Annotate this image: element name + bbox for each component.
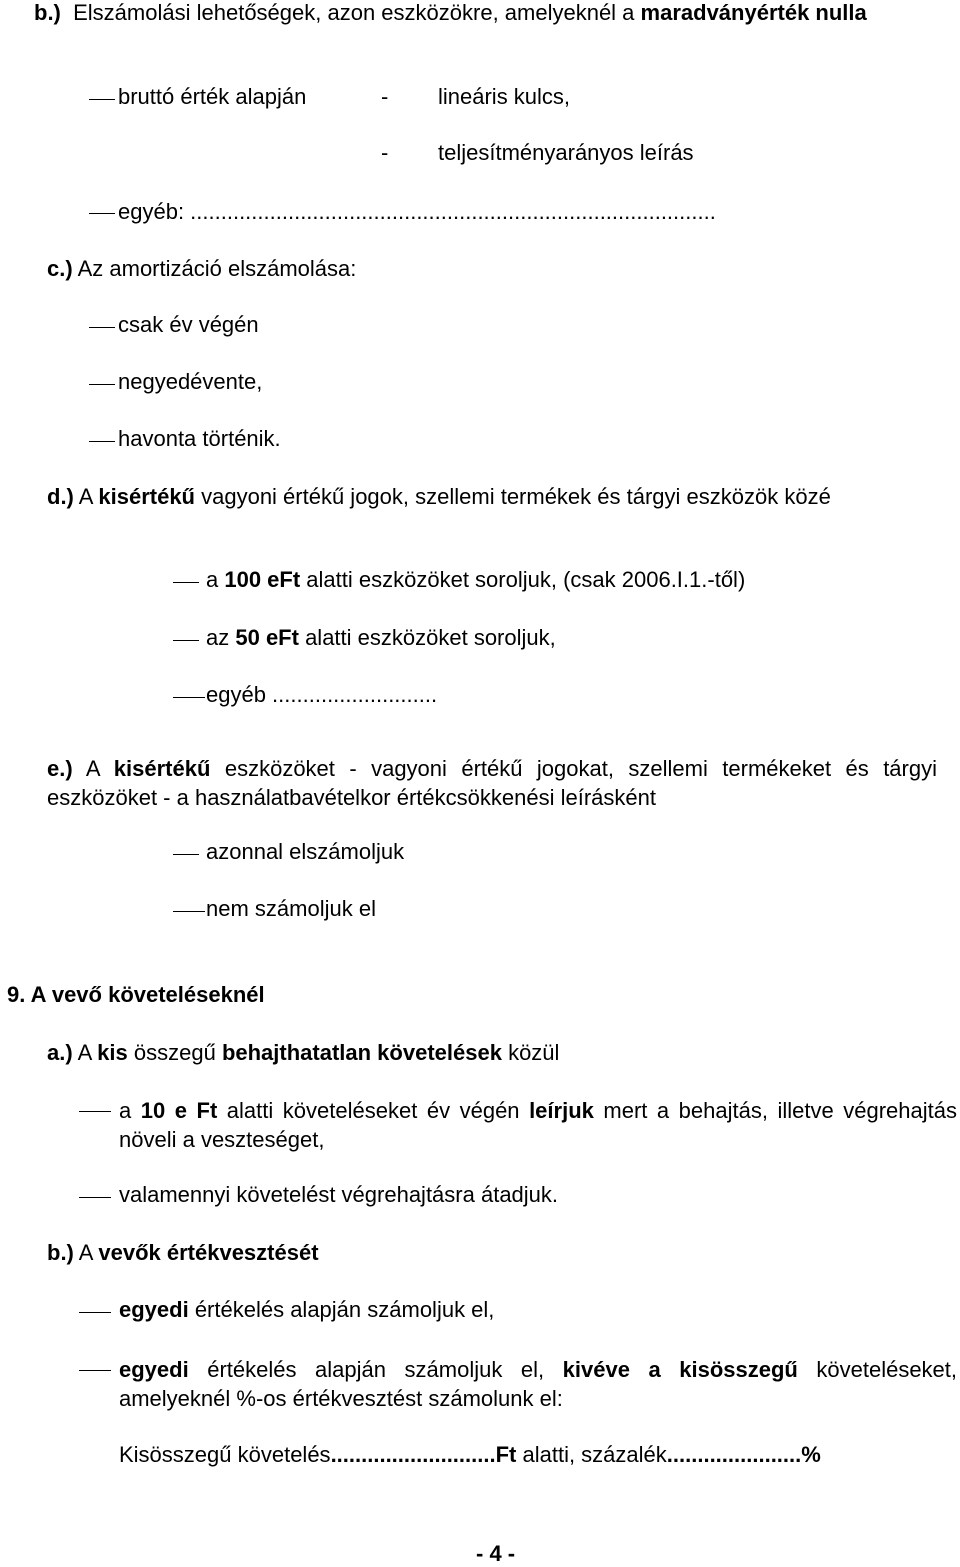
option-monthly: havonta történik. bbox=[118, 426, 281, 451]
section-e-label: e.) bbox=[47, 756, 73, 781]
dash-marker bbox=[79, 1312, 111, 1313]
dash-marker bbox=[173, 640, 199, 641]
separator: - bbox=[381, 84, 389, 109]
page-number: - 4 - bbox=[476, 1541, 516, 1566]
option-not-accounted: nem számoljuk el bbox=[206, 896, 376, 921]
section-9b-title: b.) A vevők értékvesztését bbox=[47, 1240, 319, 1265]
section-d-label: d.) bbox=[47, 484, 74, 509]
option-10eft-writeoff: a 10 e Ft alatti követeléseket év végén leírjuk mert a behajtás, illetve végrehajtás növeli a veszteséget, bbox=[119, 1098, 957, 1152]
option-other: egyéb: ...................................................................................... bbox=[118, 199, 716, 224]
option-quarterly: negyedévente, bbox=[118, 369, 263, 394]
dash-marker bbox=[89, 441, 115, 442]
section-b-title: b.) Elszámolási lehetőségek, azon eszközökre, amelyeknél a maradványérték nulla bbox=[34, 0, 867, 25]
small-claim-line: Kisösszegű követelés...........................Ft alatti, százalék......................% bbox=[119, 1442, 821, 1467]
dash-marker bbox=[89, 99, 115, 100]
method-linear: lineáris kulcs, bbox=[438, 84, 571, 109]
option-immediate: azonnal elszámoljuk bbox=[206, 839, 405, 864]
option-d-other: egyéb ........................... bbox=[206, 682, 438, 707]
section-9a-title: a.) A kis összegű behajthatatlan követelések közül bbox=[47, 1040, 560, 1065]
section-c-label: c.) bbox=[47, 256, 73, 281]
dash-marker bbox=[79, 1111, 111, 1112]
section-e-title: e.) A kisértékű eszközöket - vagyoni értékű jogokat, szellemi termékeket és tárgyi eszközöket - a használatbavételkor értékcsökkenési leírásként bbox=[47, 756, 937, 810]
dash-marker bbox=[173, 911, 205, 912]
dash-marker bbox=[89, 213, 115, 214]
section-c-title: c.) Az amortizáció elszámolása: bbox=[47, 256, 357, 281]
section-9b-label: b.) bbox=[47, 1240, 74, 1265]
dash-marker bbox=[173, 697, 205, 698]
dash-marker bbox=[173, 582, 199, 583]
option-individual: egyedi értékelés alapján számoljuk el, bbox=[119, 1297, 495, 1322]
section-d-title: d.) A kisértékű vagyoni értékű jogok, szellemi termékek és tárgyi eszközök közé bbox=[47, 484, 831, 509]
option-100eft: a 100 eFt alatti eszközöket soroljuk, (csak 2006.I.1.-től) bbox=[206, 567, 746, 592]
separator: - bbox=[381, 140, 389, 165]
option-50eft: az 50 eFt alatti eszközöket soroljuk, bbox=[206, 625, 556, 650]
dash-marker bbox=[79, 1197, 111, 1198]
option-gross-value: bruttó érték alapján bbox=[118, 84, 307, 109]
section-9-title: 9. A vevő követeléseknél bbox=[7, 982, 265, 1007]
method-performance: teljesítményarányos leírás bbox=[438, 140, 694, 165]
option-enforcement: valamennyi követelést végrehajtásra átadjuk. bbox=[119, 1182, 559, 1207]
section-b-label: b.) bbox=[34, 0, 61, 25]
dash-marker bbox=[173, 854, 199, 855]
option-year-end: csak év végén bbox=[118, 312, 259, 337]
dash-marker bbox=[89, 384, 115, 385]
dash-marker bbox=[89, 327, 115, 328]
section-9a-label: a.) bbox=[47, 1040, 73, 1065]
dash-marker bbox=[79, 1370, 111, 1371]
option-individual-except-small: egyedi értékelés alapján számoljuk el, kivéve a kisösszegű követeléseket, amelyeknél %-os értékvesztést számolunk el: bbox=[119, 1357, 958, 1411]
